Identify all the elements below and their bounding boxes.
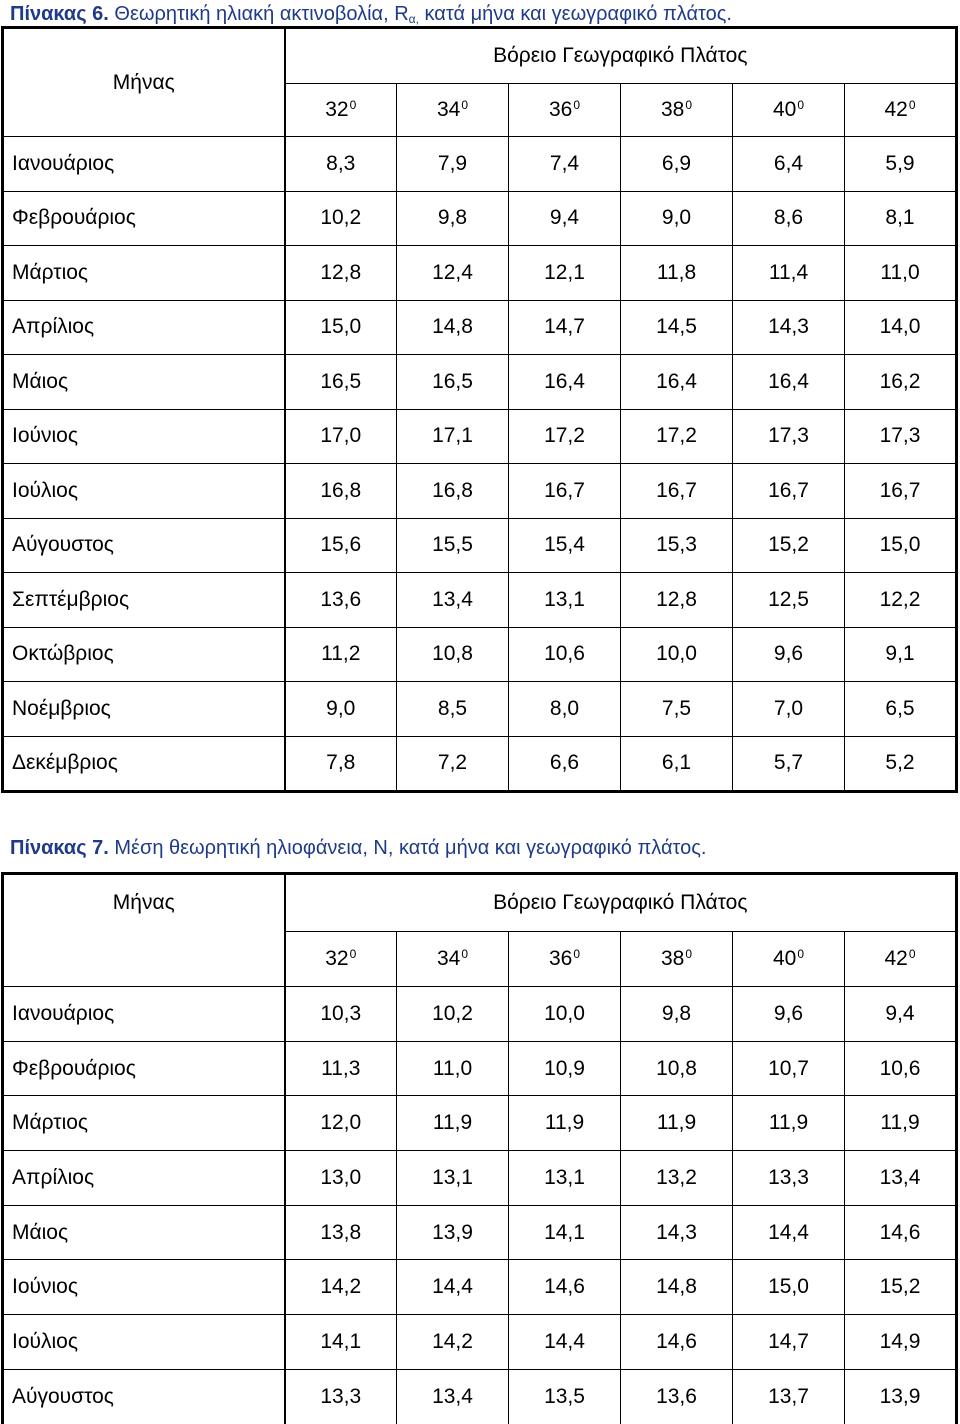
table-row [3,1260,957,1315]
value-cell: 11,9 [845,1096,957,1151]
value-cell: 9,4 [509,191,621,246]
table7-degree-mark: 0 [349,947,357,961]
value-cell: 11,0 [397,1041,509,1096]
value-cell: 6,9 [621,137,733,192]
value-cell: 13,9 [397,1205,509,1260]
table-row [3,409,957,464]
value-cell: 17,3 [733,409,845,464]
value-cell: 9,8 [397,191,509,246]
value-cell: 7,9 [397,137,509,192]
value-cell: 6,5 [845,682,957,737]
value-cell: 13,8 [285,1205,397,1260]
value-cell: 5,7 [733,736,845,792]
value-cell: 15,4 [509,518,621,573]
value-cell: 14,1 [509,1205,621,1260]
value-cell: 9,0 [285,682,397,737]
value-cell: 9,6 [733,987,845,1042]
table7-degree-mark: 0 [685,947,693,961]
value-cell: 12,8 [621,573,733,628]
value-cell: 8,3 [285,137,397,192]
value-cell: 15,2 [845,1260,957,1315]
value-cell: 13,3 [733,1151,845,1206]
table6-degree-mark: 0 [685,98,693,112]
value-cell: 11,0 [845,246,957,301]
value-cell: 14,7 [733,1315,845,1370]
value-cell: 15,0 [285,300,397,355]
value-cell: 10,3 [285,987,397,1042]
table7-latitude-header [285,932,397,987]
value-cell: 14,5 [621,300,733,355]
table-row [3,1315,957,1370]
table6-month-header: Μήνας [3,28,285,137]
value-cell: 10,6 [845,1041,957,1096]
value-cell: 13,1 [509,573,621,628]
table-row [3,1205,957,1260]
table6-latitude-value: 36 [548,98,573,121]
value-cell: 9,8 [621,987,733,1042]
table6-latitude-header [397,84,509,137]
value-cell: 6,1 [621,736,733,792]
value-cell: 8,6 [733,191,845,246]
value-cell: 7,4 [509,137,621,192]
table6-latitude-header [621,84,733,137]
value-cell: 8,1 [845,191,957,246]
value-cell: 14,8 [397,300,509,355]
month-cell: Μάρτιος [3,1096,285,1151]
month-cell: Ιούνιος [3,409,285,464]
value-cell: 10,2 [285,191,397,246]
table-row [3,355,957,410]
value-cell: 16,5 [397,355,509,410]
table7-latitude-header [509,932,621,987]
table7-month-header-spacer [3,932,285,987]
value-cell: 9,0 [621,191,733,246]
month-cell: Ιούλιος [3,1315,285,1370]
value-cell: 14,7 [509,300,621,355]
value-cell: 10,7 [733,1041,845,1096]
value-cell: 16,8 [397,464,509,519]
month-cell: Απρίλιος [3,1151,285,1206]
value-cell: 7,0 [733,682,845,737]
table6-latitude-group-header: Βόρειο Γεωγραφικό Πλάτος [285,28,957,84]
table-row [3,518,957,573]
value-cell: 10,8 [397,627,509,682]
value-cell: 11,9 [733,1096,845,1151]
value-cell: 7,8 [285,736,397,792]
value-cell: 15,6 [285,518,397,573]
value-cell: 13,6 [285,573,397,628]
table7-month-header: Μήνας [3,874,285,932]
table6-degree-mark: 0 [908,98,916,112]
value-cell: 16,7 [733,464,845,519]
value-cell: 17,2 [621,409,733,464]
value-cell: 12,2 [845,573,957,628]
value-cell: 16,4 [621,355,733,410]
value-cell: 14,2 [397,1315,509,1370]
table7-latitude-group-header: Βόρειο Γεωγραφικό Πλάτος [285,874,957,932]
table7-latitude-value: 42 [884,947,908,970]
table-row [3,246,957,301]
value-cell: 6,4 [733,137,845,192]
table6-latitude-header [733,84,845,137]
table6-latitude-header [509,84,621,137]
value-cell: 14,9 [845,1315,957,1370]
table-row [3,137,957,192]
value-cell: 16,7 [621,464,733,519]
value-cell: 13,2 [621,1151,733,1206]
table7-degree-mark: 0 [908,947,916,961]
value-cell: 13,1 [397,1151,509,1206]
value-cell: 14,2 [285,1260,397,1315]
value-cell: 9,1 [845,627,957,682]
table7-caption-label: Πίνακας 7. [10,837,109,859]
value-cell: 5,9 [845,137,957,192]
value-cell: 15,0 [733,1260,845,1315]
value-cell: 13,0 [285,1151,397,1206]
table6-latitude-value: 34 [436,98,461,121]
table-row [3,300,957,355]
value-cell: 7,5 [621,682,733,737]
value-cell: 14,6 [509,1260,621,1315]
table7-degree-mark: 0 [797,947,805,961]
table-row [3,573,957,628]
table-row [3,1096,957,1151]
table7-latitude-value: 32 [325,947,349,970]
table-row [3,464,957,519]
table-row [3,191,957,246]
table6-caption-rest: κατά μήνα και γεωγραφικό πλάτος. [418,3,732,25]
table7-sunshine-duration [1,872,958,1424]
value-cell: 10,0 [621,627,733,682]
table6-latitude-value: 40 [772,98,797,121]
table7-latitude-value: 34 [436,947,461,970]
month-cell: Οκτώβριος [3,627,285,682]
value-cell: 14,4 [509,1315,621,1370]
value-cell: 13,4 [397,1369,509,1423]
value-cell: 17,1 [397,409,509,464]
value-cell: 12,1 [509,246,621,301]
value-cell: 14,0 [845,300,957,355]
value-cell: 8,5 [397,682,509,737]
value-cell: 14,8 [621,1260,733,1315]
value-cell: 13,7 [733,1369,845,1423]
month-cell: Μάρτιος [3,246,285,301]
value-cell: 16,2 [845,355,957,410]
value-cell: 16,7 [509,464,621,519]
table6-degree-mark: 0 [797,98,805,112]
value-cell: 11,9 [397,1096,509,1151]
value-cell: 16,8 [285,464,397,519]
month-cell: Ιούνιος [3,1260,285,1315]
value-cell: 7,2 [397,736,509,792]
value-cell: 13,5 [509,1369,621,1423]
value-cell: 11,9 [509,1096,621,1151]
table6-caption-subscript: α, [408,12,419,26]
table6-degree-mark: 0 [573,98,581,112]
table6-degree-mark: 0 [349,98,357,112]
table-row [3,1041,957,1096]
value-cell: 10,0 [509,987,621,1042]
value-cell: 13,6 [621,1369,733,1423]
value-cell: 10,9 [509,1041,621,1096]
value-cell: 12,0 [285,1096,397,1151]
month-cell: Απρίλιος [3,300,285,355]
month-cell: Ιούλιος [3,464,285,519]
value-cell: 14,1 [285,1315,397,1370]
month-cell: Φεβρουάριος [3,191,285,246]
table-row [3,1151,957,1206]
value-cell: 11,8 [621,246,733,301]
table7-caption-text: Μέση θεωρητική ηλιοφάνεια, Ν, κατά μήνα και γεωγραφικό πλάτος. [108,837,707,859]
value-cell: 9,6 [733,627,845,682]
table7-latitude-value: 40 [772,947,797,970]
table-row [3,627,957,682]
value-cell: 14,6 [845,1205,957,1260]
table-row [3,987,957,1042]
month-cell: Φεβρουάριος [3,1041,285,1096]
value-cell: 17,2 [509,409,621,464]
table6-caption [10,2,732,26]
value-cell: 14,3 [621,1205,733,1260]
table7-latitude-row [3,932,957,987]
table6-caption-text: Θεωρητική ηλιακή ακτινοβολία, R [114,3,409,25]
table6-latitude-header [285,84,397,137]
value-cell: 10,6 [509,627,621,682]
value-cell: 14,6 [621,1315,733,1370]
table6-body [3,137,957,792]
value-cell: 11,4 [733,246,845,301]
table7-latitude-header [621,932,733,987]
value-cell: 17,0 [285,409,397,464]
value-cell: 15,3 [621,518,733,573]
month-cell: Δεκέμβριος [3,736,285,792]
value-cell: 12,4 [397,246,509,301]
table6-latitude-value: 42 [884,98,908,121]
value-cell: 12,5 [733,573,845,628]
value-cell: 12,8 [285,246,397,301]
table7-latitude-header [733,932,845,987]
value-cell: 6,6 [509,736,621,792]
value-cell: 9,4 [845,987,957,1042]
month-cell: Ιανουάριος [3,137,285,192]
value-cell: 17,3 [845,409,957,464]
value-cell: 14,4 [733,1205,845,1260]
table7-latitude-header [845,932,957,987]
month-cell: Αύγουστος [3,1369,285,1423]
value-cell: 13,9 [879,1384,921,1408]
value-cell: 16,4 [509,355,621,410]
table7-latitude-value: 36 [548,947,573,970]
month-cell: Μάιος [3,355,285,410]
table7-body [3,987,957,1424]
month-cell: Αύγουστος [3,518,285,573]
table6-degree-mark: 0 [461,98,469,112]
value-cell: 14,4 [397,1260,509,1315]
month-cell: Μάιος [3,1205,285,1260]
table6-latitude-header [845,84,957,137]
value-cell: 15,5 [397,518,509,573]
table7-latitude-header [397,932,509,987]
value-cell: 13,3 [285,1369,397,1423]
table6-solar-radiation [1,26,958,793]
table7-degree-mark: 0 [461,947,469,961]
value-cell: 5,2 [885,751,915,775]
month-cell: Σεπτέμβριος [3,573,285,628]
value-cell: 11,3 [285,1041,397,1096]
table7-latitude-value: 38 [660,947,685,970]
value-cell: 11,2 [285,627,397,682]
value-cell: 10,2 [397,987,509,1042]
value-cell: 8,0 [509,682,621,737]
table7-degree-mark: 0 [573,947,581,961]
table6-caption-label: Πίνακας 6. [10,3,109,25]
value-cell: 13,1 [509,1151,621,1206]
table-row [3,682,957,737]
value-cell: 15,0 [845,518,957,573]
month-cell: Ιανουάριος [3,987,285,1042]
value-cell: 11,9 [621,1096,733,1151]
value-cell: 13,4 [397,573,509,628]
value-cell: 14,3 [733,300,845,355]
month-cell: Νοέμβριος [3,682,285,737]
value-cell: 15,2 [733,518,845,573]
table6-latitude-value: 38 [660,98,685,121]
table-row [3,736,957,792]
table6-latitude-value: 32 [325,98,349,121]
table7-caption [10,836,706,860]
value-cell: 16,5 [285,355,397,410]
value-cell: 13,4 [845,1151,957,1206]
table-row [3,1369,957,1423]
value-cell: 16,4 [733,355,845,410]
value-cell: 16,7 [845,464,957,519]
value-cell: 10,8 [621,1041,733,1096]
